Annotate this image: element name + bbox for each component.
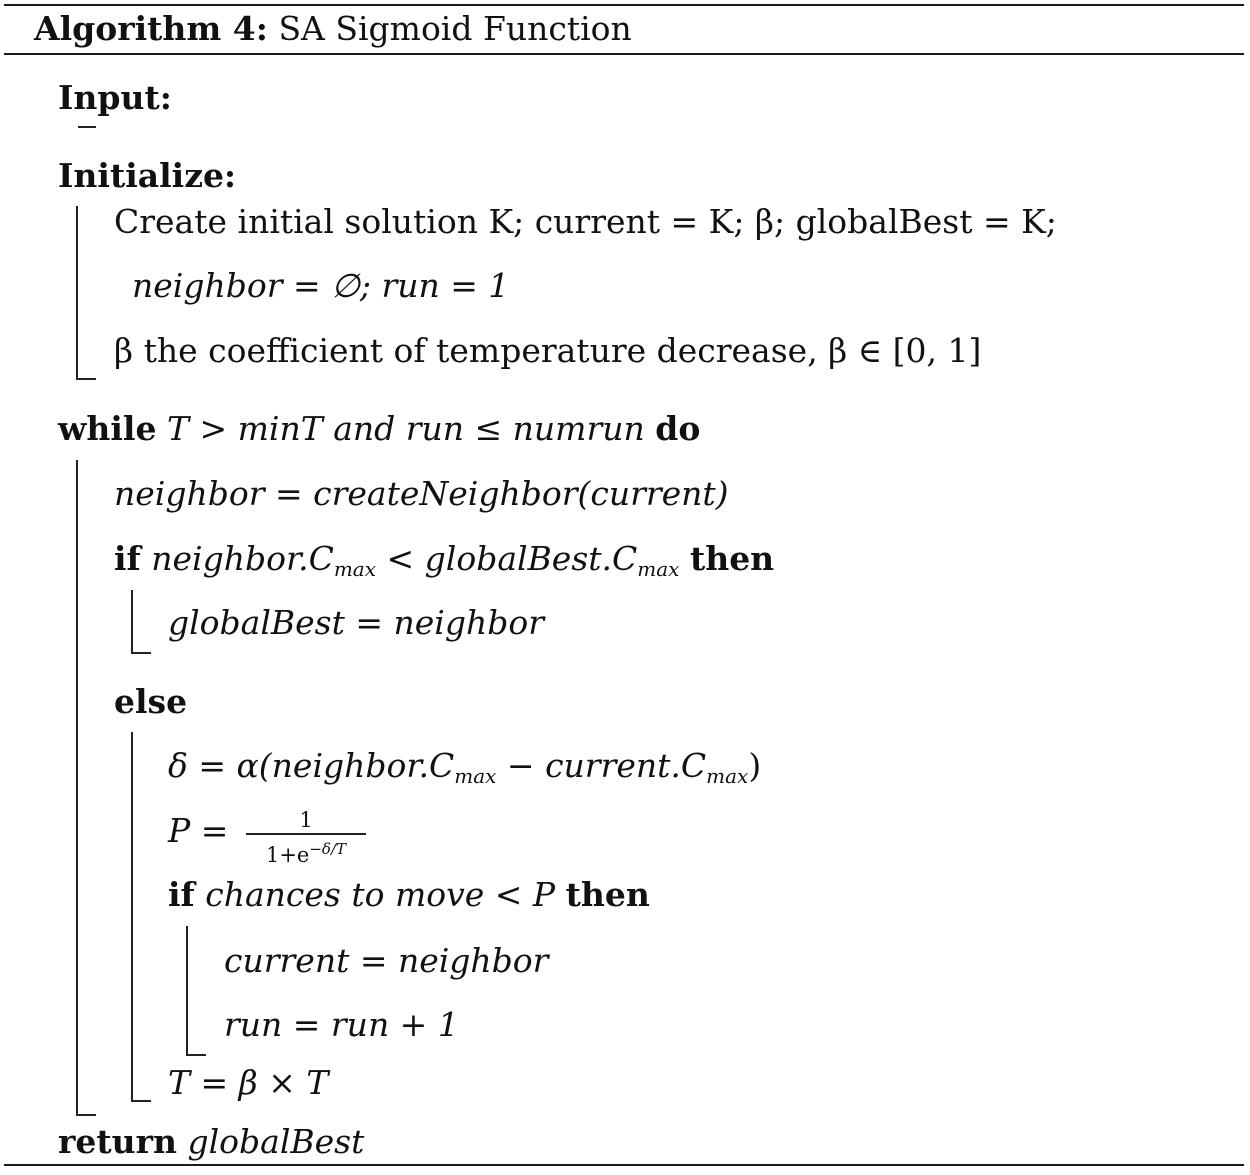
then-keyword: then bbox=[689, 539, 775, 578]
initialize-label: Initialize: bbox=[58, 156, 237, 195]
top-rule bbox=[4, 4, 1244, 6]
assign-global-best: globalBest = neighbor bbox=[168, 603, 544, 642]
else-scope-bar bbox=[131, 732, 151, 1102]
probability-fraction bbox=[246, 808, 366, 867]
caption-label: Algorithm 4: bbox=[34, 9, 268, 48]
temperature-update: T = β × T bbox=[168, 1063, 329, 1102]
initialize-line-3: β the coefficient of temperature decrease, β ∈ [0, 1] bbox=[114, 331, 982, 370]
if2-condition: chances to move < P bbox=[205, 875, 556, 914]
caption-title: SA Sigmoid Function bbox=[278, 9, 632, 48]
fraction-denominator bbox=[246, 837, 366, 867]
neighbor-assignment: neighbor = createNeighbor(current) bbox=[114, 474, 729, 513]
else-keyword: else bbox=[114, 682, 188, 721]
if-move-scope-bar bbox=[186, 926, 206, 1056]
initialize-line-1: Create initial solution K; current = K; β; globalBest = K; bbox=[114, 202, 1057, 241]
delta-line bbox=[168, 746, 761, 796]
assign-current: current = neighbor bbox=[224, 941, 549, 980]
while-condition: T > minT and run ≤ numrun bbox=[166, 409, 645, 448]
do-keyword: do bbox=[655, 409, 701, 448]
delta-sub-2: max bbox=[706, 764, 749, 788]
delta-start: δ = α(neighbor.C bbox=[168, 746, 455, 785]
if-rhs-subscript: max bbox=[637, 557, 680, 581]
if-move-line bbox=[168, 875, 650, 915]
if-best-line bbox=[114, 539, 774, 589]
fraction-numerator: 1 bbox=[299, 808, 313, 832]
if2-keyword: if bbox=[168, 875, 195, 914]
while-line bbox=[58, 409, 700, 449]
bottom-rule bbox=[4, 1164, 1244, 1166]
if-best-scope-bar bbox=[131, 590, 151, 654]
while-keyword: while bbox=[58, 409, 157, 448]
algorithm-caption bbox=[34, 8, 632, 50]
initialize-line-2: neighbor = ∅; run = 1 bbox=[132, 266, 510, 305]
probability-lhs: P = bbox=[168, 811, 229, 850]
delta-sub-1: max bbox=[454, 764, 497, 788]
initialize-scope-bar bbox=[76, 206, 96, 380]
caption-rule bbox=[4, 53, 1244, 55]
return-value: globalBest bbox=[187, 1122, 365, 1161]
if-rhs: globalBest.C bbox=[424, 539, 638, 578]
input-label: Input: bbox=[58, 78, 172, 117]
while-scope-bar bbox=[76, 460, 96, 1116]
fraction-denominator-base: 1+e bbox=[265, 843, 310, 867]
if-keyword: if bbox=[114, 539, 141, 578]
fraction-exponent: −δ/T bbox=[309, 840, 347, 858]
input-placeholder-dash bbox=[78, 126, 96, 128]
then2-keyword: then bbox=[565, 875, 650, 914]
return-keyword: return bbox=[58, 1122, 177, 1161]
increment-run: run = run + 1 bbox=[224, 1005, 459, 1044]
if-lhs: neighbor.C bbox=[151, 539, 334, 578]
if-lhs-subscript: max bbox=[333, 557, 377, 581]
delta-end: ) bbox=[748, 746, 762, 785]
return-line bbox=[58, 1122, 364, 1162]
delta-mid: − current.C bbox=[496, 746, 707, 785]
if-operator: < bbox=[376, 539, 425, 578]
fraction-bar bbox=[246, 833, 366, 835]
